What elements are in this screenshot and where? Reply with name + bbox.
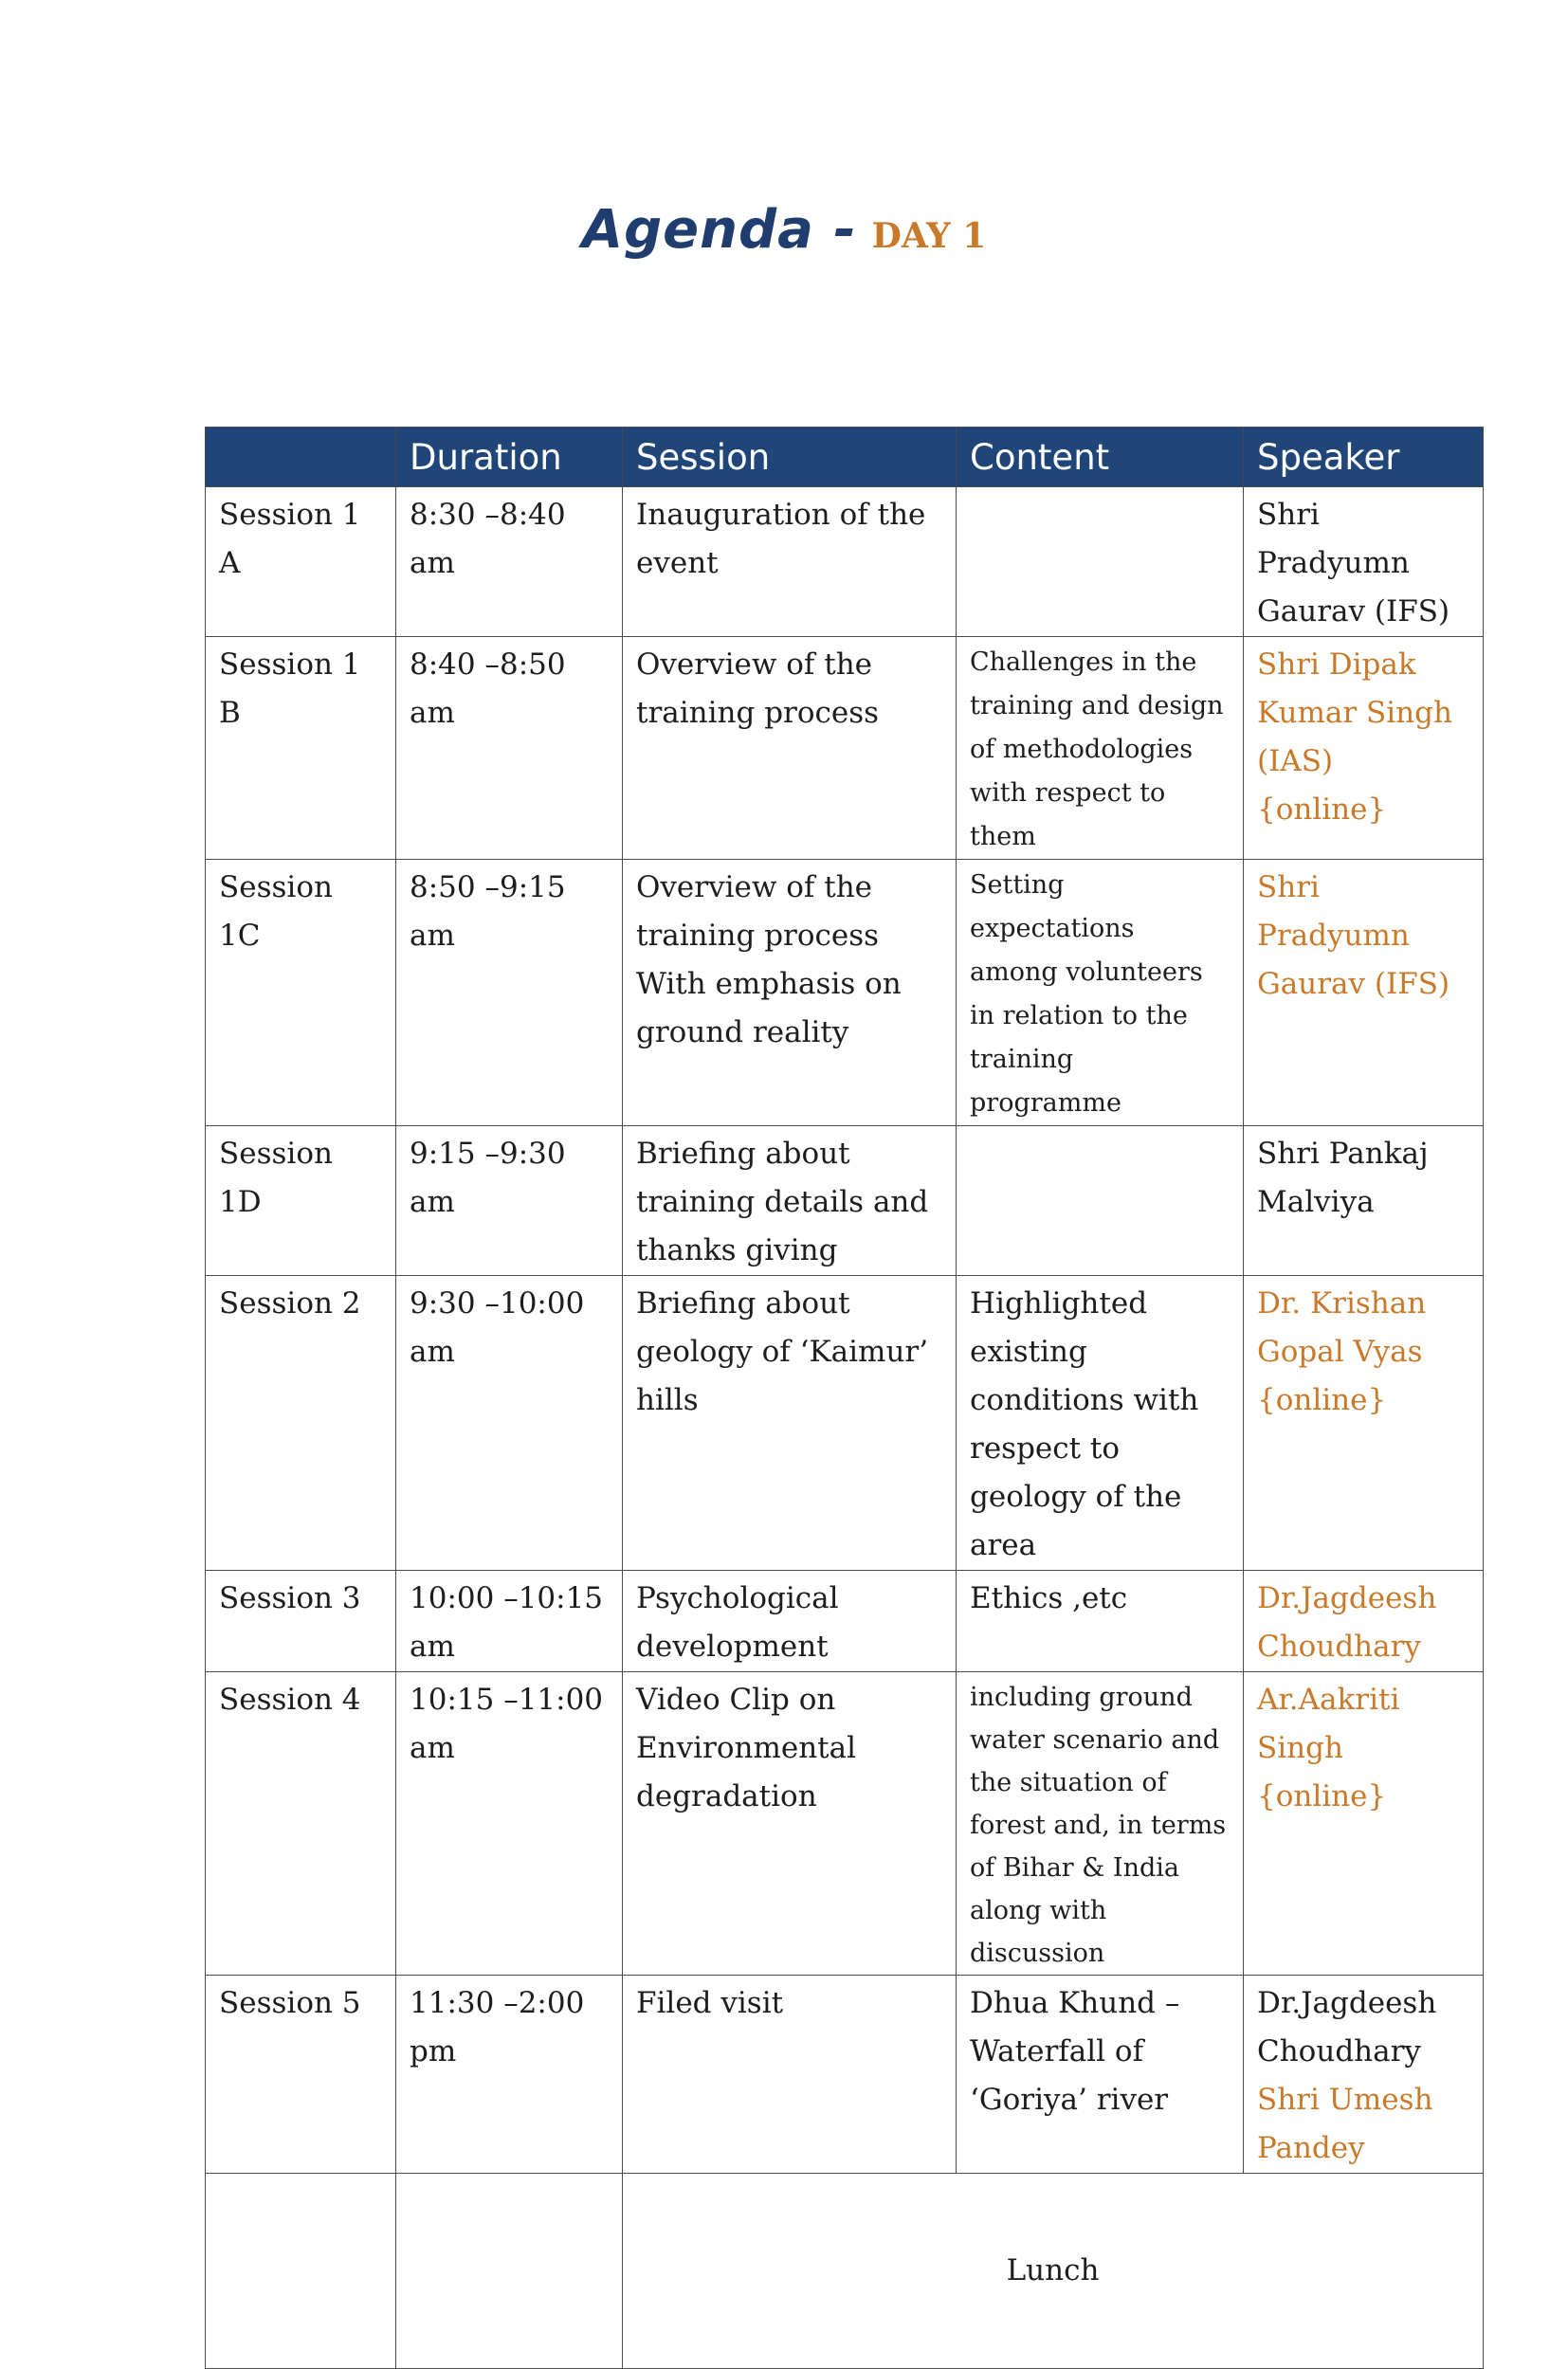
row-label: Session 1C	[206, 860, 396, 1126]
row-duration: 9:30 –10:00 am	[396, 1276, 623, 1571]
table-row	[206, 1672, 1484, 1976]
row-speaker-primary: Dr.Jagdeesh Choudhary	[1257, 1986, 1437, 2068]
table-row	[206, 1976, 1484, 2174]
row-duration: 10:00 –10:15 am	[396, 1571, 623, 1672]
row-duration: 11:30 –2:00 pm	[396, 1976, 623, 2174]
row-speaker: Shri Pradyumn Gaurav (IFS)	[1244, 860, 1484, 1126]
row-duration: 8:30 –8:40 am	[396, 487, 623, 637]
row-session: Overview of the training process With emphasis on ground reality	[623, 860, 957, 1126]
row-session: Psychological development	[623, 1571, 957, 1672]
row-session: Overview of the training process	[623, 637, 957, 860]
table-row	[206, 1276, 1484, 1571]
table-row	[206, 1571, 1484, 1672]
row-label: Session 1 B	[206, 637, 396, 860]
row-content	[957, 1126, 1244, 1276]
row-label: Session 4	[206, 1672, 396, 1976]
row-content: Setting expectations among volunteers in relation to the training programme	[957, 860, 1244, 1126]
lunch-label: Lunch	[623, 2174, 1484, 2369]
lunch-row	[206, 2174, 1484, 2369]
header-duration: Duration	[396, 428, 623, 487]
row-duration: 10:15 –11:00 am	[396, 1672, 623, 1976]
lunch-empty-cell	[206, 2174, 396, 2369]
table-row	[206, 860, 1484, 1126]
title-main: Agenda -	[581, 199, 857, 261]
agenda-table	[205, 427, 1484, 2369]
row-label: Session 1D	[206, 1126, 396, 1276]
lunch-empty-cell	[396, 2174, 623, 2369]
row-speaker: Ar.Aakriti Singh {online}	[1244, 1672, 1484, 1976]
row-speaker: Dr.Jagdeesh Choudhary	[1244, 1571, 1484, 1672]
row-speaker: Shri Pradyumn Gaurav (IFS)	[1244, 487, 1484, 637]
header-speaker: Speaker	[1244, 428, 1484, 487]
row-speaker	[1244, 1976, 1484, 2174]
header-content: Content	[957, 428, 1244, 487]
row-content: Highlighted existing conditions with respect to geology of the area	[957, 1276, 1244, 1571]
header-session: Session	[623, 428, 957, 487]
row-duration: 9:15 –9:30 am	[396, 1126, 623, 1276]
row-content: including ground water scenario and the situation of forest and, in terms of Bihar & India along with discussion	[957, 1672, 1244, 1976]
row-speaker: Shri Dipak Kumar Singh (IAS) {online}	[1244, 637, 1484, 860]
row-speaker-secondary: Shri Umesh Pandey	[1257, 2083, 1433, 2165]
row-label: Session 5	[206, 1976, 396, 2174]
row-session: Video Clip on Environmental degradation	[623, 1672, 957, 1976]
row-content: Ethics ,etc	[957, 1571, 1244, 1672]
row-label: Session 1 A	[206, 487, 396, 637]
header-label	[206, 428, 396, 487]
row-label: Session 3	[206, 1571, 396, 1672]
table-row	[206, 487, 1484, 637]
row-label: Session 2	[206, 1276, 396, 1571]
row-session: Filed visit	[623, 1976, 957, 2174]
table-header-row	[206, 428, 1484, 487]
row-speaker: Shri Pankaj Malviya	[1244, 1126, 1484, 1276]
row-session: Briefing about training details and thanks giving	[623, 1126, 957, 1276]
row-session: Briefing about geology of ‘Kaimur’ hills	[623, 1276, 957, 1571]
row-duration: 8:50 –9:15 am	[396, 860, 623, 1126]
row-content	[957, 487, 1244, 637]
table-row	[206, 1126, 1484, 1276]
row-content: Dhua Khund – Waterfall of ‘Goriya’ river	[957, 1976, 1244, 2174]
row-content: Challenges in the training and design of methodologies with respect to them	[957, 637, 1244, 860]
row-duration: 8:40 –8:50 am	[396, 637, 623, 860]
row-speaker: Dr. Krishan Gopal Vyas {online}	[1244, 1276, 1484, 1571]
title-day: DAY 1	[871, 216, 987, 256]
page-title	[0, 199, 1568, 261]
table-row	[206, 637, 1484, 860]
row-session: Inauguration of the event	[623, 487, 957, 637]
